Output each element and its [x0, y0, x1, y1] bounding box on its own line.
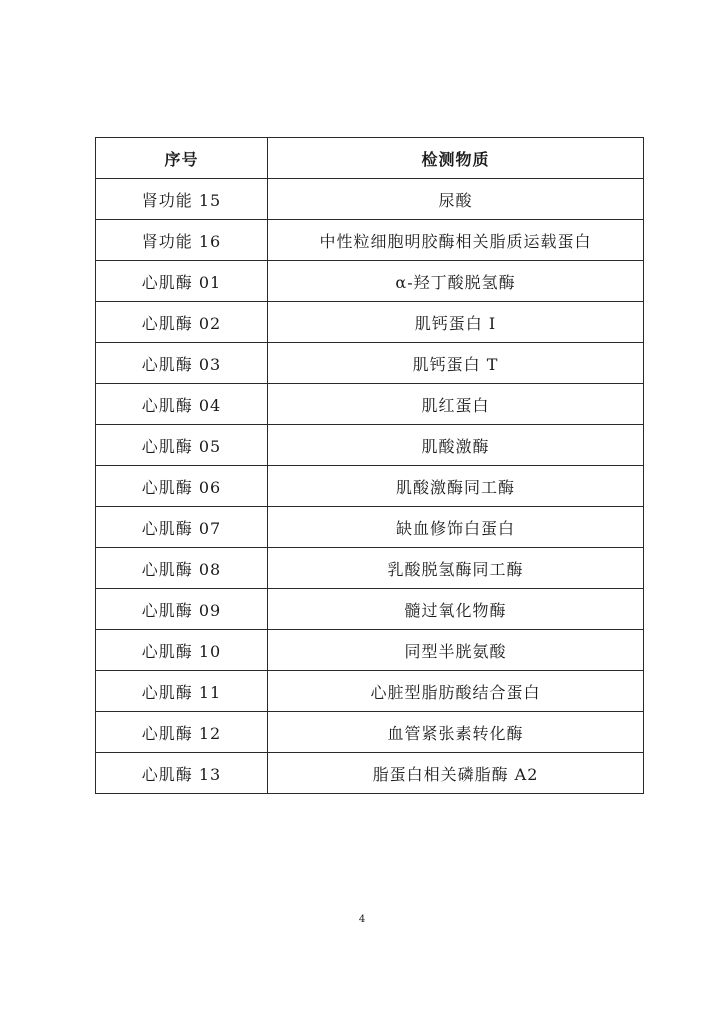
table-row — [96, 261, 644, 302]
table-row — [96, 753, 644, 794]
table-row — [96, 630, 644, 671]
cell-substance: 肌红蛋白 — [268, 384, 644, 425]
cell-serial-number: 心肌酶 10 — [96, 630, 268, 671]
table-row — [96, 343, 644, 384]
cell-substance: 肌酸激酶 — [268, 425, 644, 466]
cell-serial-number: 心肌酶 05 — [96, 425, 268, 466]
cell-serial-number: 心肌酶 12 — [96, 712, 268, 753]
cell-serial-number: 心肌酶 06 — [96, 466, 268, 507]
cell-serial-number: 心肌酶 04 — [96, 384, 268, 425]
cell-serial-number: 心肌酶 03 — [96, 343, 268, 384]
cell-substance: 乳酸脱氢酶同工酶 — [268, 548, 644, 589]
cell-substance: 肌钙蛋白 I — [268, 302, 644, 343]
table-row — [96, 466, 644, 507]
cell-substance: 肌酸激酶同工酶 — [268, 466, 644, 507]
cell-serial-number: 心肌酶 08 — [96, 548, 268, 589]
cell-substance: 脂蛋白相关磷脂酶 A2 — [268, 753, 644, 794]
cell-substance: 肌钙蛋白 T — [268, 343, 644, 384]
table-row — [96, 425, 644, 466]
cell-serial-number: 心肌酶 07 — [96, 507, 268, 548]
cell-substance: 髓过氧化物酶 — [268, 589, 644, 630]
cell-substance: 尿酸 — [268, 179, 644, 220]
table-row — [96, 507, 644, 548]
table-row — [96, 302, 644, 343]
cell-substance: 缺血修饰白蛋白 — [268, 507, 644, 548]
cell-serial-number: 肾功能 15 — [96, 179, 268, 220]
cell-serial-number: 心肌酶 13 — [96, 753, 268, 794]
cell-substance: 心脏型脂肪酸结合蛋白 — [268, 671, 644, 712]
table-row — [96, 589, 644, 630]
table-row — [96, 671, 644, 712]
cell-serial-number: 肾功能 16 — [96, 220, 268, 261]
header-detection-substance: 检测物质 — [268, 138, 644, 179]
table-header-row — [96, 138, 644, 179]
cell-serial-number: 心肌酶 09 — [96, 589, 268, 630]
cell-substance: 中性粒细胞明胶酶相关脂质运载蛋白 — [268, 220, 644, 261]
table-row — [96, 712, 644, 753]
detection-table — [95, 137, 644, 794]
cell-serial-number: 心肌酶 01 — [96, 261, 268, 302]
table-row — [96, 384, 644, 425]
table-row — [96, 548, 644, 589]
table-row — [96, 179, 644, 220]
cell-substance: α-羟丁酸脱氢酶 — [268, 261, 644, 302]
cell-serial-number: 心肌酶 02 — [96, 302, 268, 343]
table-row — [96, 220, 644, 261]
cell-substance: 血管紧张素转化酶 — [268, 712, 644, 753]
page-number: 4 — [358, 914, 366, 925]
header-serial-number: 序号 — [96, 138, 268, 179]
cell-substance: 同型半胱氨酸 — [268, 630, 644, 671]
cell-serial-number: 心肌酶 11 — [96, 671, 268, 712]
